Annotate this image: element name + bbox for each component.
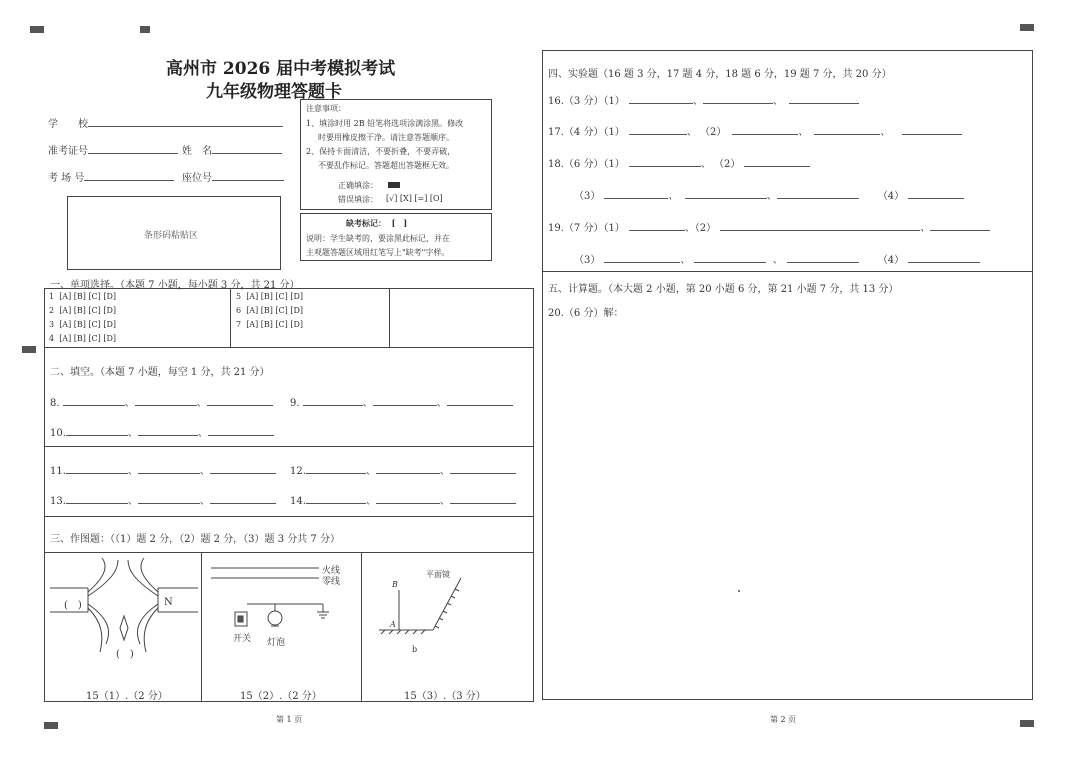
answer-blank[interactable] <box>63 396 125 406</box>
section3-title: 三、作图题：（（1）题 2 分，（2）题 2 分，（3）题 3 分共 7 分） <box>50 534 340 545</box>
notice-line: 不要乱作标记。答题超出答题框无效。 <box>318 161 454 170</box>
exam-number-field[interactable] <box>88 144 178 154</box>
question-16: 16.（3 分）（1） 、 、 <box>548 92 859 107</box>
correct-fill-label: 正确填涂： <box>338 181 378 190</box>
choice-row: 3 [A] [B] [C] [D] <box>49 320 116 329</box>
question-10: 10. 、 、 <box>50 424 274 439</box>
live-wire-label: 火线 <box>322 566 341 576</box>
question-14: 14. 、 、 <box>290 492 516 507</box>
answer-blank[interactable] <box>629 221 685 231</box>
question-19-cont: （3） 、 、 （4） <box>574 251 980 266</box>
exam-number-label: 准考证号 <box>48 142 178 157</box>
barcode-label: 条形码粘贴区 <box>144 231 199 241</box>
figure2-caption: 15（2）.（2 分） <box>240 691 322 702</box>
answer-blank[interactable] <box>138 464 200 474</box>
stray-mark <box>738 590 740 592</box>
section2-title: 二、填空。（本题 7 小题，每空 1 分，共 21 分） <box>50 367 270 378</box>
wrong-fill-label: 错误填涂： <box>338 195 378 204</box>
question-17: 17.（4 分）（1） 、 （2） 、 、 <box>548 123 962 138</box>
answer-blank[interactable] <box>629 125 687 135</box>
answer-area-20[interactable] <box>546 320 1030 696</box>
label-b: b <box>412 645 418 654</box>
choice-options[interactable]: [A] [B] [C] [D] <box>246 320 303 329</box>
exam-subtitle: 九年级物理答题卡 <box>206 82 342 102</box>
figure3-caption: 15（3）.（3 分） <box>404 691 486 702</box>
neutral-wire-label: 零线 <box>322 577 341 587</box>
page1-footer: 第 1 页 <box>276 715 303 724</box>
bulb-label: 灯泡 <box>267 638 286 648</box>
absent-note: 说明：学生缺考的，要涂黑此标记，并在 <box>306 234 450 243</box>
answer-blank[interactable] <box>787 253 859 263</box>
seat-field[interactable] <box>212 171 284 181</box>
page2-footer: 第 2 页 <box>770 715 797 724</box>
notice-line: 2、保持卡面清洁，不要折叠，不要弄破， <box>306 147 456 156</box>
choice-row: 7 [A] [B] [C] [D] <box>236 320 303 329</box>
answer-blank[interactable] <box>210 494 276 504</box>
notice-title: 注意事项： <box>306 104 346 113</box>
answer-blank[interactable] <box>303 396 363 406</box>
answer-blank[interactable] <box>789 94 859 104</box>
notice-line: 1、填涂时用 2B 铅笔将选项涂满涂黑。修改 <box>306 119 464 128</box>
answer-blank[interactable] <box>703 94 773 104</box>
answer-blank[interactable] <box>306 464 366 474</box>
registration-mark <box>1020 720 1034 727</box>
absent-checkbox[interactable]: [ ] <box>391 218 408 228</box>
registration-mark <box>1020 24 1034 31</box>
magnet-left-pole[interactable]: ( ) <box>64 600 82 611</box>
answer-blank[interactable] <box>138 426 198 436</box>
question-11: 11. 、 、 <box>50 462 276 477</box>
choice-options[interactable]: [A] [B] [C] [D] <box>59 334 116 343</box>
mirror-label: 平面镜 <box>426 570 450 579</box>
answer-blank[interactable] <box>138 494 200 504</box>
switch-label: 开关 <box>233 634 252 644</box>
answer-blank[interactable] <box>450 464 516 474</box>
registration-mark <box>22 346 36 353</box>
answer-blank[interactable] <box>66 426 128 436</box>
point-a-label: A <box>390 620 396 629</box>
choice-options[interactable]: [A] [B] [C] [D] <box>59 320 116 329</box>
answer-blank[interactable] <box>777 189 859 199</box>
compass-pole-blank[interactable]: ( ) <box>116 649 134 660</box>
registration-mark <box>30 26 44 33</box>
absent-note: 主观题答题区域用红笔写上"缺考"字样。 <box>306 248 450 257</box>
exam-room-label: 考 场 号 <box>48 169 174 184</box>
magnet-right-pole: N <box>164 597 173 608</box>
question-9: 9. 、 、 <box>290 394 513 409</box>
answer-blank[interactable] <box>814 125 880 135</box>
exam-title: 高州市 2026 届中考模拟考试 <box>166 59 396 79</box>
question-20: 20.（6 分）解： <box>548 308 624 319</box>
choice-row: 6 [A] [B] [C] [D] <box>236 306 303 315</box>
choice-row: 1 [A] [B] [C] [D] <box>49 292 116 301</box>
absent-title: 缺考标记： [ ] <box>346 218 408 228</box>
correct-fill-sample <box>388 182 400 188</box>
figure1-caption: 15（1）.（2 分） <box>86 691 168 702</box>
choice-options[interactable]: [A] [B] [C] [D] <box>246 292 303 301</box>
answer-blank[interactable] <box>447 396 513 406</box>
answer-blank[interactable] <box>208 426 274 436</box>
name-label: 姓 名 <box>182 142 282 157</box>
answer-blank[interactable] <box>376 494 440 504</box>
question-19: 19.（7 分）（1） 、（2） 、 <box>548 219 990 234</box>
answer-blank[interactable] <box>376 464 440 474</box>
school-label: 学 校 <box>48 115 283 130</box>
answer-blank[interactable] <box>450 494 516 504</box>
answer-blank[interactable] <box>306 494 366 504</box>
registration-mark <box>140 26 150 33</box>
question-18-cont: （3） 、 、 （4） <box>574 187 964 202</box>
question-12: 12. 、 、 <box>290 462 516 477</box>
choice-row: 5 [A] [B] [C] [D] <box>236 292 303 301</box>
seat-label: 座位号 <box>182 169 284 184</box>
answer-blank[interactable] <box>685 189 767 199</box>
notice-line: 时要用橡皮擦干净。请注意答题顺序。 <box>318 133 454 142</box>
choice-row: 4 [A] [B] [C] [D] <box>49 334 116 343</box>
answer-blank[interactable] <box>908 189 964 199</box>
answer-blank[interactable] <box>604 189 668 199</box>
wrong-fill-samples: [√] [X] [=] [O] <box>386 194 443 203</box>
point-b-label: B <box>392 580 398 589</box>
answer-blank[interactable] <box>604 253 680 263</box>
answer-blank[interactable] <box>908 253 980 263</box>
answer-blank[interactable] <box>694 253 766 263</box>
choice-options[interactable]: [A] [B] [C] [D] <box>59 306 116 315</box>
name-field[interactable] <box>212 144 282 154</box>
answer-blank[interactable] <box>135 396 197 406</box>
plane-mirror-figure[interactable] <box>365 556 485 636</box>
section1-title: 一、单项选择。（本题 7 小题，每小题 3 分，共 21 分） <box>50 280 300 291</box>
question-18: 18.（6 分）（1） 、 （2） <box>548 155 810 170</box>
answer-blank[interactable] <box>207 396 273 406</box>
question-13: 13. 、 、 <box>50 492 276 507</box>
section4-title: 四、实验题（16 题 3 分，17 题 4 分，18 题 6 分，19 题 7 分，共 20 分） <box>548 69 892 80</box>
choice-options[interactable]: [A] [B] [C] [D] <box>59 292 116 301</box>
answer-blank[interactable] <box>744 157 810 167</box>
school-field[interactable] <box>88 117 283 127</box>
choice-options[interactable]: [A] [B] [C] [D] <box>246 306 303 315</box>
section5-title: 五、计算题。（本大题 2 小题，第 20 小题 6 分，第 21 小题 7 分，共 13 分） <box>548 284 899 295</box>
choice-row: 2 [A] [B] [C] [D] <box>49 306 116 315</box>
answer-blank[interactable] <box>902 125 962 135</box>
answer-blank[interactable] <box>720 221 920 231</box>
exam-room-field[interactable] <box>84 171 174 181</box>
answer-blank[interactable] <box>629 157 701 167</box>
answer-blank[interactable] <box>732 125 798 135</box>
registration-mark <box>44 722 58 729</box>
answer-blank[interactable] <box>373 396 437 406</box>
answer-blank[interactable] <box>66 464 128 474</box>
answer-blank[interactable] <box>66 494 128 504</box>
answer-blank[interactable] <box>210 464 276 474</box>
question-8: 8. 、 、 <box>50 394 273 409</box>
answer-blank[interactable] <box>930 221 990 231</box>
answer-blank[interactable] <box>629 94 693 104</box>
